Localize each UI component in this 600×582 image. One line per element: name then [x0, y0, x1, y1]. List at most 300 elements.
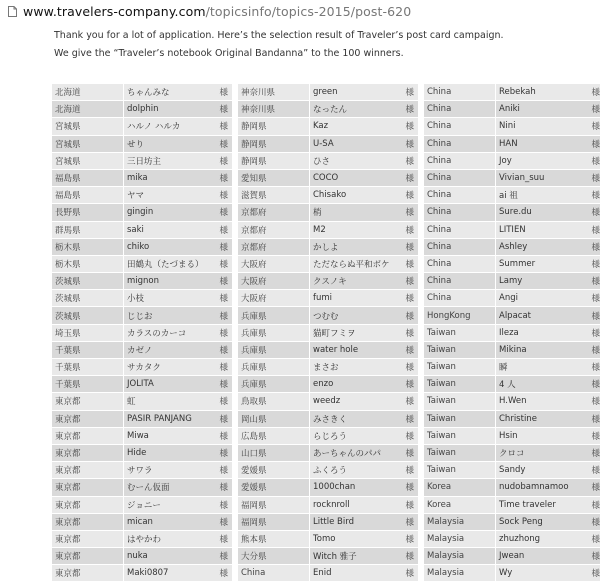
winner-name-cell: Maki0807 [124, 565, 206, 582]
table-row [52, 548, 232, 565]
region-cell: 北海道 [52, 101, 124, 118]
region-cell: China [424, 221, 496, 238]
table-row [238, 565, 418, 582]
honorific-cell: 様 [577, 187, 600, 204]
honorific-cell: 様 [391, 152, 418, 169]
region-cell: 千葉県 [52, 376, 124, 393]
table-row [238, 393, 418, 410]
table-row [424, 273, 600, 290]
table-row [52, 187, 232, 204]
winner-name-cell: ハルノ ハルカ [124, 118, 206, 135]
honorific-cell: 様 [577, 290, 600, 307]
winner-name-cell: せり [124, 135, 206, 152]
region-cell: 群馬県 [52, 221, 124, 238]
page-document-icon [8, 6, 17, 17]
honorific-cell: 様 [391, 255, 418, 272]
table-row [52, 101, 232, 118]
honorific-cell: 様 [577, 376, 600, 393]
table-row [424, 479, 600, 496]
winner-name-cell: Alpacat [496, 307, 578, 324]
honorific-cell: 様 [205, 307, 232, 324]
winner-name-cell: nuka [124, 548, 206, 565]
winner-name-cell: H.Wen [496, 393, 578, 410]
table-row [52, 410, 232, 427]
honorific-cell: 様 [391, 341, 418, 358]
honorific-cell: 様 [205, 204, 232, 221]
table-row [424, 427, 600, 444]
honorific-cell: 様 [205, 462, 232, 479]
region-cell: China [424, 204, 496, 221]
honorific-cell: 様 [205, 324, 232, 341]
region-cell: 長野県 [52, 204, 124, 221]
region-cell: 静岡県 [238, 118, 310, 135]
region-cell: 福岡県 [238, 513, 310, 530]
honorific-cell: 様 [391, 444, 418, 461]
table-row [238, 238, 418, 255]
honorific-cell: 様 [205, 359, 232, 376]
region-cell: Taiwan [424, 393, 496, 410]
region-cell: 広島県 [238, 427, 310, 444]
table-row [424, 393, 600, 410]
table-row [424, 307, 600, 324]
winner-name-cell: saki [124, 221, 206, 238]
table-row [52, 376, 232, 393]
region-cell: 福島県 [52, 169, 124, 186]
region-cell: 京都府 [238, 238, 310, 255]
table-row [424, 376, 600, 393]
honorific-cell: 様 [577, 427, 600, 444]
honorific-cell: 様 [391, 290, 418, 307]
honorific-cell: 様 [577, 152, 600, 169]
honorific-cell: 様 [391, 462, 418, 479]
winner-name-cell: Little Bird [310, 513, 392, 530]
region-cell: 茨城県 [52, 273, 124, 290]
region-cell: 兵庫県 [238, 307, 310, 324]
table-row [52, 359, 232, 376]
honorific-cell: 様 [205, 101, 232, 118]
table-row [238, 101, 418, 118]
honorific-cell: 様 [577, 255, 600, 272]
region-cell: 愛知県 [238, 169, 310, 186]
winner-name-cell: COCO [310, 169, 392, 186]
table-row [238, 324, 418, 341]
honorific-cell: 様 [577, 565, 600, 582]
region-cell: 北海道 [52, 84, 124, 101]
region-cell: 東京都 [52, 462, 124, 479]
winner-name-cell: JOLITA [124, 376, 206, 393]
winner-name-cell: ひさ [310, 152, 392, 169]
table-row [238, 410, 418, 427]
winner-name-cell: nudobamnamoo [496, 479, 578, 496]
winner-name-cell: Tomo [310, 530, 392, 547]
winner-name-cell: Nini [496, 118, 578, 135]
honorific-cell: 様 [577, 462, 600, 479]
winner-name-cell: カゼノ [124, 341, 206, 358]
region-cell: China [238, 565, 310, 582]
winner-name-cell: M2 [310, 221, 392, 238]
honorific-cell: 様 [205, 427, 232, 444]
intro-line-1: Thank you for a lot of application. Here’s the selection result of Traveler’s post card campaign. [54, 30, 504, 41]
honorific-cell: 様 [391, 427, 418, 444]
region-cell: 茨城県 [52, 290, 124, 307]
table-row [238, 548, 418, 565]
url-path: /topicsinfo/topics-2015/post-620 [205, 3, 412, 19]
winner-name-cell: Christine [496, 410, 578, 427]
region-cell: 京都府 [238, 204, 310, 221]
region-cell: 熊本県 [238, 530, 310, 547]
winner-name-cell: dolphin [124, 101, 206, 118]
honorific-cell: 様 [577, 221, 600, 238]
region-cell: Malaysia [424, 530, 496, 547]
table-row [52, 152, 232, 169]
table-row [238, 341, 418, 358]
winner-name-cell: Enid [310, 565, 392, 582]
winners-table-1 [52, 84, 232, 582]
winner-name-cell: 瞬 [496, 359, 578, 376]
honorific-cell: 様 [391, 169, 418, 186]
winner-name-cell: むーん仮面 [124, 479, 206, 496]
honorific-cell: 様 [205, 393, 232, 410]
winner-name-cell: まさお [310, 359, 392, 376]
honorific-cell: 様 [391, 548, 418, 565]
winner-name-cell: enzo [310, 376, 392, 393]
region-cell: China [424, 101, 496, 118]
honorific-cell: 様 [391, 324, 418, 341]
table-row [238, 118, 418, 135]
table-row [424, 238, 600, 255]
region-cell: 栃木県 [52, 238, 124, 255]
honorific-cell: 様 [391, 410, 418, 427]
region-cell: HongKong [424, 307, 496, 324]
winner-name-cell: Miwa [124, 427, 206, 444]
table-row [424, 530, 600, 547]
winner-name-cell: rocknroll [310, 496, 392, 513]
winner-name-cell: 三日坊主 [124, 152, 206, 169]
region-cell: 兵庫県 [238, 376, 310, 393]
honorific-cell: 様 [577, 307, 600, 324]
honorific-cell: 様 [391, 187, 418, 204]
winner-name-cell: Jwean [496, 548, 578, 565]
honorific-cell: 様 [205, 410, 232, 427]
table-row [424, 548, 600, 565]
honorific-cell: 様 [577, 84, 600, 101]
honorific-cell: 様 [577, 118, 600, 135]
winner-name-cell: サカタク [124, 359, 206, 376]
winner-name-cell: クロコ [496, 444, 578, 461]
honorific-cell: 様 [205, 273, 232, 290]
winner-name-cell: あーちゃんのパパ [310, 444, 392, 461]
winner-name-cell: ちゃんみな [124, 84, 206, 101]
honorific-cell: 様 [391, 393, 418, 410]
table-row [424, 513, 600, 530]
table-row [238, 290, 418, 307]
table-row [424, 496, 600, 513]
winner-name-cell: みさきく [310, 410, 392, 427]
region-cell: Korea [424, 496, 496, 513]
winner-name-cell: ただならぬ平和ボケ [310, 255, 392, 272]
region-cell: China [424, 118, 496, 135]
honorific-cell: 様 [577, 444, 600, 461]
table-row [238, 462, 418, 479]
table-row [52, 135, 232, 152]
region-cell: China [424, 135, 496, 152]
winner-name-cell: LITIEN [496, 221, 578, 238]
region-cell: China [424, 255, 496, 272]
winner-name-cell: HAN [496, 135, 578, 152]
honorific-cell: 様 [577, 101, 600, 118]
url-host: www.travelers-company.com [23, 3, 206, 19]
table-row [52, 221, 232, 238]
region-cell: Taiwan [424, 444, 496, 461]
honorific-cell: 様 [391, 376, 418, 393]
winners-table-2 [238, 84, 418, 582]
region-cell: Taiwan [424, 462, 496, 479]
region-cell: Taiwan [424, 324, 496, 341]
honorific-cell: 様 [577, 410, 600, 427]
region-cell: 東京都 [52, 496, 124, 513]
region-cell: 岡山県 [238, 410, 310, 427]
table-row [424, 290, 600, 307]
region-cell: China [424, 238, 496, 255]
honorific-cell: 様 [577, 273, 600, 290]
table-row [52, 427, 232, 444]
table-row [238, 513, 418, 530]
region-cell: 宮城県 [52, 135, 124, 152]
table-row [424, 118, 600, 135]
honorific-cell: 様 [391, 101, 418, 118]
honorific-cell: 様 [205, 135, 232, 152]
region-cell: China [424, 152, 496, 169]
honorific-cell: 様 [205, 255, 232, 272]
region-cell: 東京都 [52, 530, 124, 547]
region-cell: 茨城県 [52, 307, 124, 324]
winner-name-cell: Sure.du [496, 204, 578, 221]
winner-name-cell: 猫町フミヲ [310, 324, 392, 341]
region-cell: China [424, 187, 496, 204]
table-row [424, 101, 600, 118]
winner-name-cell: 小枝 [124, 290, 206, 307]
winner-name-cell: Ileza [496, 324, 578, 341]
winner-name-cell: mignon [124, 273, 206, 290]
table-row [238, 84, 418, 101]
region-cell: Korea [424, 479, 496, 496]
honorific-cell: 様 [391, 273, 418, 290]
honorific-cell: 様 [391, 221, 418, 238]
honorific-cell: 様 [577, 479, 600, 496]
region-cell: 東京都 [52, 548, 124, 565]
table-row [238, 359, 418, 376]
honorific-cell: 様 [205, 496, 232, 513]
region-cell: 神奈川県 [238, 101, 310, 118]
table-row [52, 513, 232, 530]
table-row [52, 238, 232, 255]
winner-name-cell: water hole [310, 341, 392, 358]
winner-name-cell: zhuzhong [496, 530, 578, 547]
honorific-cell: 様 [577, 548, 600, 565]
table-row [52, 565, 232, 582]
table-row [238, 496, 418, 513]
region-cell: 兵庫県 [238, 341, 310, 358]
honorific-cell: 様 [391, 359, 418, 376]
region-cell: China [424, 290, 496, 307]
table-row [424, 187, 600, 204]
winner-name-cell: ジョニー [124, 496, 206, 513]
table-row [238, 273, 418, 290]
honorific-cell: 様 [205, 341, 232, 358]
region-cell: 東京都 [52, 427, 124, 444]
table-row [52, 341, 232, 358]
winner-name-cell: Rebekah [496, 84, 578, 101]
winner-name-cell: Wy [496, 565, 578, 582]
table-row [424, 255, 600, 272]
winner-name-cell: なったん [310, 101, 392, 118]
winner-name-cell: Mikina [496, 341, 578, 358]
table-row [424, 221, 600, 238]
honorific-cell: 様 [577, 496, 600, 513]
region-cell: 千葉県 [52, 359, 124, 376]
honorific-cell: 様 [391, 479, 418, 496]
winner-name-cell: サワラ [124, 462, 206, 479]
winner-name-cell: かしよ [310, 238, 392, 255]
table-row [52, 169, 232, 186]
honorific-cell: 様 [205, 84, 232, 101]
table-row [52, 444, 232, 461]
region-cell: Taiwan [424, 410, 496, 427]
honorific-cell: 様 [391, 565, 418, 582]
region-cell: 大分県 [238, 548, 310, 565]
region-cell: Malaysia [424, 548, 496, 565]
winner-name-cell: Aniki [496, 101, 578, 118]
winner-name-cell: mika [124, 169, 206, 186]
table-row [238, 307, 418, 324]
honorific-cell: 様 [577, 341, 600, 358]
table-row [424, 341, 600, 358]
honorific-cell: 様 [577, 238, 600, 255]
winner-name-cell: ふくろう [310, 462, 392, 479]
winner-name-cell: Time traveler [496, 496, 578, 513]
table-row [52, 530, 232, 547]
table-row [52, 84, 232, 101]
table-row [238, 152, 418, 169]
region-cell: 大阪府 [238, 290, 310, 307]
region-cell: 滋賀県 [238, 187, 310, 204]
table-row [52, 118, 232, 135]
table-row [424, 444, 600, 461]
table-row [52, 307, 232, 324]
region-cell: 宮城県 [52, 118, 124, 135]
region-cell: 山口県 [238, 444, 310, 461]
winner-name-cell: 虹 [124, 393, 206, 410]
region-cell: 埼玉県 [52, 324, 124, 341]
winner-name-cell: 田鶴丸（たづまる） [124, 255, 206, 272]
table-row [238, 221, 418, 238]
table-row [238, 255, 418, 272]
region-cell: 大阪府 [238, 273, 310, 290]
table-row [52, 324, 232, 341]
region-cell: 東京都 [52, 565, 124, 582]
honorific-cell: 様 [577, 324, 600, 341]
region-cell: 東京都 [52, 479, 124, 496]
region-cell: 静岡県 [238, 152, 310, 169]
table-row [52, 273, 232, 290]
table-row [424, 135, 600, 152]
table-row [424, 84, 600, 101]
honorific-cell: 様 [577, 169, 600, 186]
honorific-cell: 様 [205, 444, 232, 461]
region-cell: 神奈川県 [238, 84, 310, 101]
honorific-cell: 様 [391, 84, 418, 101]
table-row [424, 152, 600, 169]
region-cell: Taiwan [424, 427, 496, 444]
winner-name-cell: fumi [310, 290, 392, 307]
winners-table-3 [424, 84, 600, 582]
winner-name-cell: Angi [496, 290, 578, 307]
table-row [424, 565, 600, 582]
honorific-cell: 様 [205, 152, 232, 169]
winner-name-cell: Hide [124, 444, 206, 461]
honorific-cell: 様 [391, 513, 418, 530]
intro-text [54, 27, 594, 63]
table-row [52, 496, 232, 513]
winner-name-cell: Chisako [310, 187, 392, 204]
winner-name-cell: ヤマ [124, 187, 206, 204]
honorific-cell: 様 [391, 204, 418, 221]
winner-name-cell: gingin [124, 204, 206, 221]
winner-name-cell: PASIR PANJANG [124, 410, 206, 427]
honorific-cell: 様 [205, 169, 232, 186]
winner-name-cell: Lamy [496, 273, 578, 290]
region-cell: 静岡県 [238, 135, 310, 152]
table-row [238, 169, 418, 186]
region-cell: 東京都 [52, 410, 124, 427]
table-row [238, 479, 418, 496]
winners-tables [52, 84, 600, 582]
honorific-cell: 様 [205, 187, 232, 204]
honorific-cell: 様 [391, 496, 418, 513]
table-row [238, 204, 418, 221]
winner-name-cell: Ashley [496, 238, 578, 255]
honorific-cell: 様 [577, 204, 600, 221]
winner-name-cell: らじろう [310, 427, 392, 444]
table-row [238, 187, 418, 204]
table-row [52, 204, 232, 221]
honorific-cell: 様 [577, 135, 600, 152]
table-row [238, 444, 418, 461]
winner-name-cell: 1000chan [310, 479, 392, 496]
winner-name-cell: Hsin [496, 427, 578, 444]
winner-name-cell: green [310, 84, 392, 101]
winner-name-cell: 4 人 [496, 376, 578, 393]
honorific-cell: 様 [205, 530, 232, 547]
table-row [424, 462, 600, 479]
region-cell: 東京都 [52, 393, 124, 410]
honorific-cell: 様 [205, 565, 232, 582]
url-text[interactable] [23, 4, 411, 19]
honorific-cell: 様 [577, 513, 600, 530]
region-cell: China [424, 169, 496, 186]
winner-name-cell: chiko [124, 238, 206, 255]
winner-name-cell: つむむ [310, 307, 392, 324]
region-cell: 東京都 [52, 444, 124, 461]
honorific-cell: 様 [391, 135, 418, 152]
address-bar[interactable] [0, 0, 600, 22]
intro-line-2: We give the “Traveler’s notebook Original Bandanna” to the 100 winners. [54, 48, 404, 59]
honorific-cell: 様 [577, 359, 600, 376]
region-cell: 京都府 [238, 221, 310, 238]
region-cell: Taiwan [424, 341, 496, 358]
region-cell: 愛媛県 [238, 462, 310, 479]
table-row [424, 169, 600, 186]
